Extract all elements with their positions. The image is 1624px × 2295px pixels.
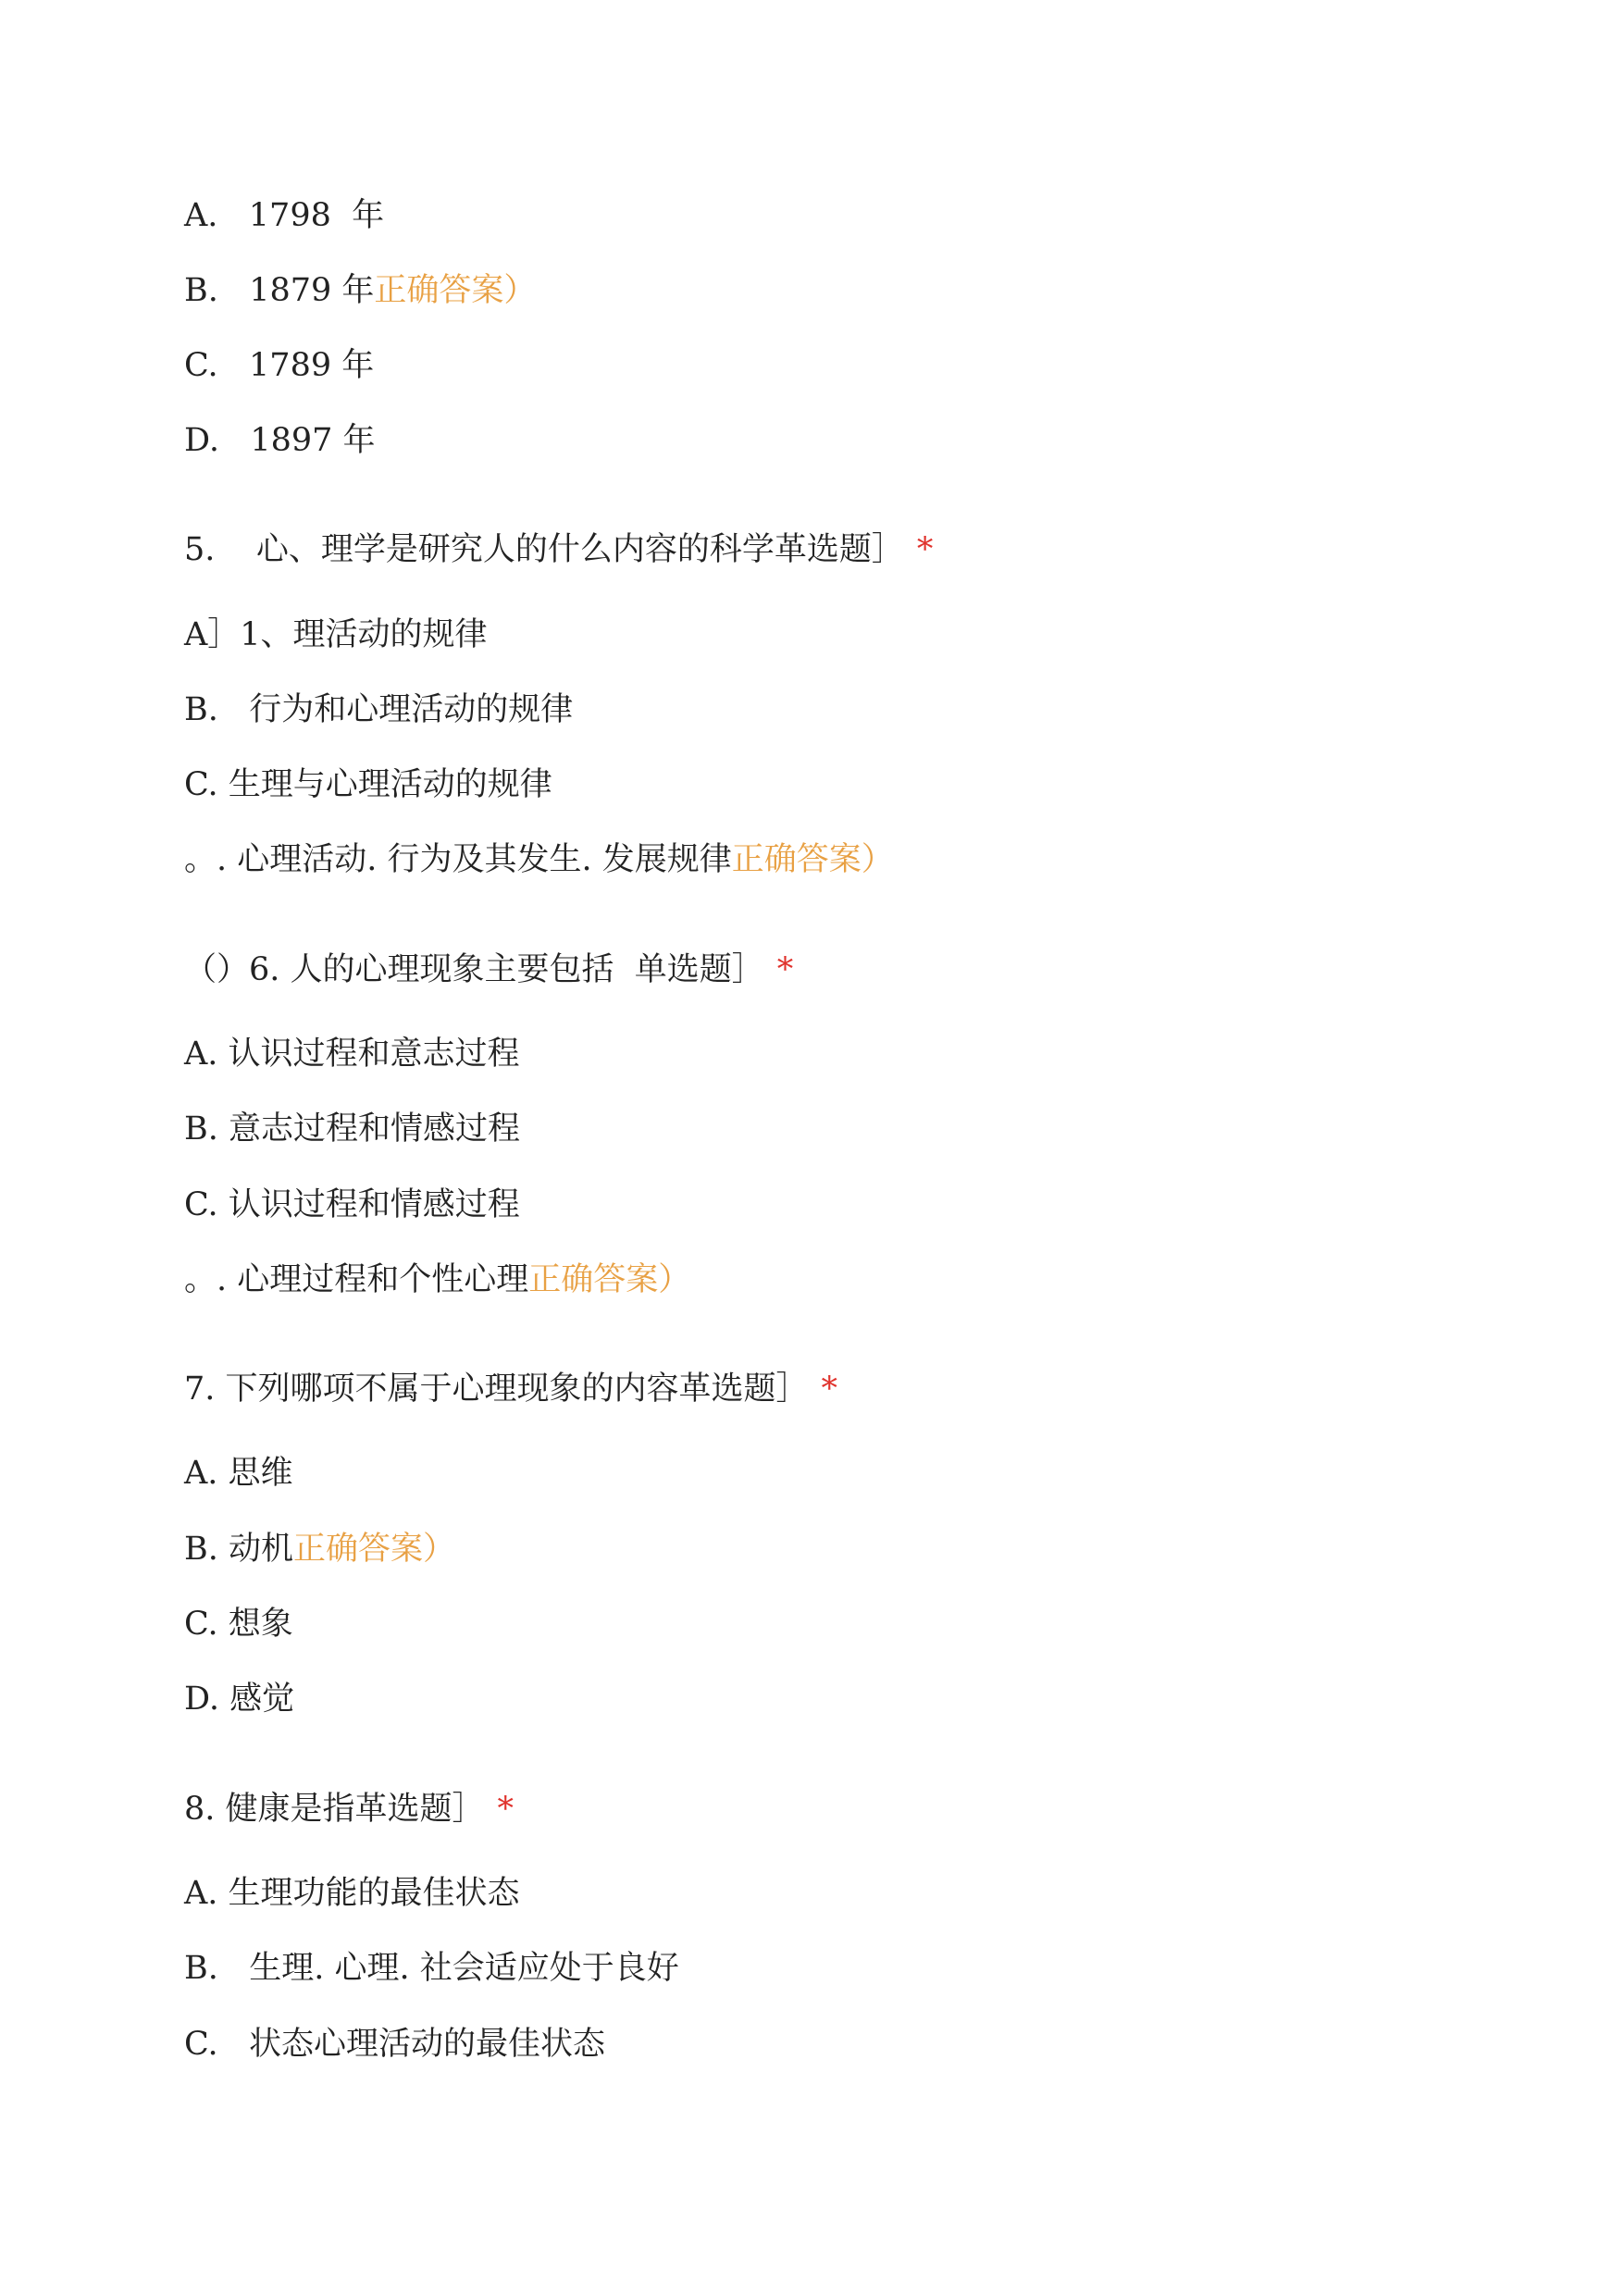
- q5-option-b[interactable]: [184, 689, 573, 730]
- option-text: B. 意志过程和情感过程: [184, 1110, 520, 1148]
- q7-option-b[interactable]: [184, 1529, 455, 1569]
- correct-answer-tag: 正确答案）: [528, 1261, 691, 1298]
- q5-option-c[interactable]: [184, 764, 552, 805]
- option-text: D. 感觉: [184, 1681, 295, 1718]
- option-text: C. 认识过程和情感过程: [184, 1186, 520, 1223]
- q4-option-c[interactable]: [184, 345, 374, 386]
- option-text: B. 行为和心理活动的规律: [184, 691, 574, 728]
- q5-option-d[interactable]: [184, 839, 894, 880]
- correct-answer-tag: 正确答案）: [731, 841, 894, 878]
- required-mark: *: [916, 531, 934, 568]
- question-text: 8. 健康是指革选题］: [184, 1791, 485, 1828]
- option-text: A. 思维: [184, 1455, 293, 1492]
- q6-option-d[interactable]: [184, 1259, 690, 1300]
- q5-option-a[interactable]: [184, 614, 488, 655]
- q7-option-c[interactable]: [184, 1604, 293, 1644]
- q6-title: [184, 949, 793, 990]
- required-mark: *: [497, 1791, 514, 1828]
- option-text: C. 生理与心理活动的规律: [184, 766, 552, 803]
- q4-option-d[interactable]: [184, 420, 376, 461]
- option-text: C. 想象: [184, 1606, 293, 1643]
- required-mark: *: [776, 951, 794, 988]
- q7-title: [184, 1369, 837, 1409]
- option-text: D. 1897 年: [184, 422, 376, 459]
- option-text: C. 状态心理活动的最佳状态: [184, 2026, 606, 2063]
- option-text: B. 生理. 心理. 社会适应处于良好: [184, 1950, 679, 1987]
- q7-option-a[interactable]: [184, 1453, 293, 1494]
- q8-option-b[interactable]: [184, 1948, 679, 1989]
- q6-option-b[interactable]: [184, 1109, 520, 1149]
- q5-title: [184, 529, 933, 570]
- question-text: 5. 心、理学是研究人的什么内容的科学革选题］: [184, 531, 904, 568]
- option-text: B. 1879 年: [184, 272, 375, 309]
- q6-option-a[interactable]: [184, 1034, 520, 1074]
- option-text: C. 1789 年: [184, 347, 375, 384]
- q4-option-b[interactable]: [184, 270, 536, 311]
- q4-option-a[interactable]: [184, 195, 384, 236]
- q7-option-d[interactable]: [184, 1679, 294, 1719]
- q8-option-c[interactable]: [184, 2024, 605, 2065]
- option-text: A. 1798 年: [184, 197, 385, 234]
- question-text: （）6. 人的心理现象主要包括 单选题］: [184, 951, 764, 988]
- question-text: 7. 下列哪项不属于心理现象的内容革选题］: [184, 1371, 809, 1408]
- q8-title: [184, 1789, 514, 1830]
- option-text: 。. 心理活动. 行为及其发生. 发展规律: [184, 841, 732, 878]
- option-text: 。. 心理过程和个性心理: [184, 1261, 529, 1298]
- option-text: A. 认识过程和意志过程: [184, 1036, 520, 1073]
- q6-option-c[interactable]: [184, 1185, 520, 1225]
- correct-answer-tag: 正确答案）: [374, 272, 537, 309]
- required-mark: *: [821, 1371, 838, 1408]
- q8-option-a[interactable]: [184, 1873, 520, 1914]
- option-text: B. 动机: [184, 1531, 293, 1568]
- option-text: A］1、理活动的规律: [184, 616, 488, 653]
- option-text: A. 生理功能的最佳状态: [184, 1875, 520, 1912]
- correct-answer-tag: 正确答案）: [292, 1531, 455, 1568]
